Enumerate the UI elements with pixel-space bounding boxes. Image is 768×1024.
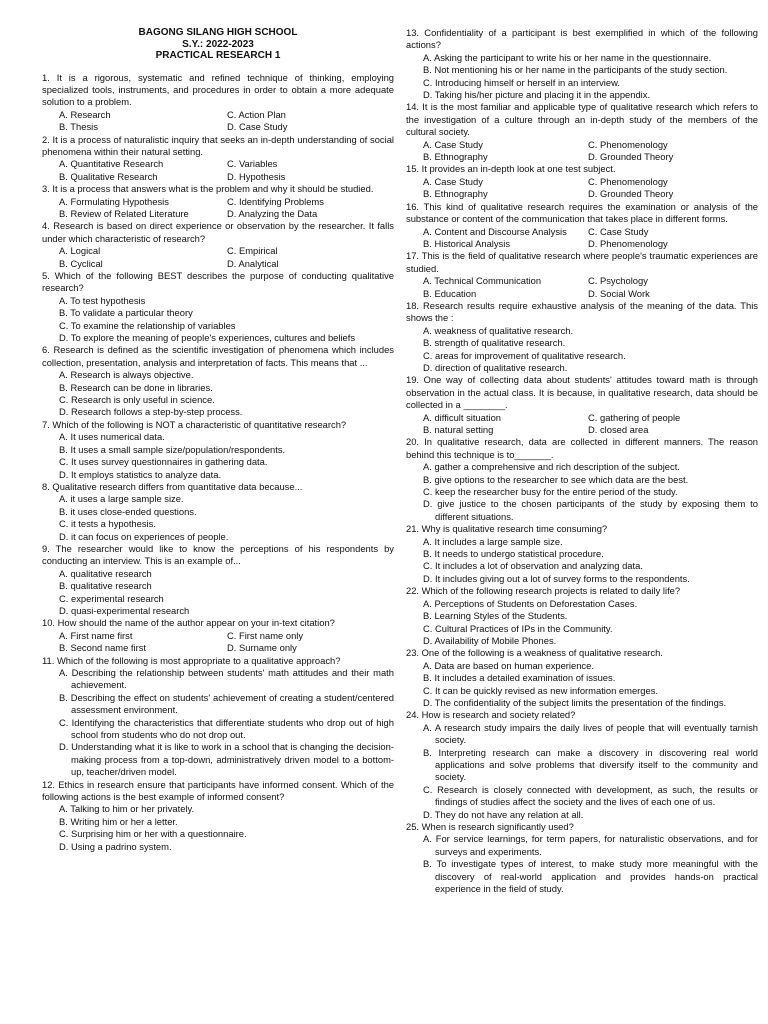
question-item [406,27,758,101]
choice-row [406,424,758,436]
question-item [42,134,394,184]
answer-choice: C. Identifying the characteristics that differentiate students who drop out of high school from students who do not drop out. [59,716,394,741]
answer-choice: A. Case Study [423,175,483,187]
answer-choice: A. Formulating Hypothesis [59,195,169,207]
question-text: 6. Research is defined as the scientific investigation of phenomena which includes collection, presentation, analysis and interpretation of facts. This means that ... [42,344,394,368]
question-text: 8. Qualitative research differs from quantitative data because... [42,480,303,492]
choice-row [406,238,758,250]
answer-choice: B. Writing him or her a letter. [59,815,178,827]
choice-row [42,630,394,642]
question-text: 19. One way of collecting data about students' attitudes toward math is through observation in the actual class. It is because, in qualitative research, data should be collected in a ________. [406,374,758,411]
question-text: 16. This kind of qualitative research requires the examination or analysis of the substance or content of the communication that takes place in different forms. [406,200,758,225]
answer-choice: C. To examine the relationship of variables [59,319,236,331]
question-item [406,709,758,821]
answer-choice: C. It uses survey questionnaires in gathering data. [59,456,268,468]
answer-choice: B. It uses a small sample size/population/respondents. [59,443,286,455]
answer-choice: A. It includes a large sample size. [423,535,563,547]
answer-choice: A. It uses numerical data. [59,431,165,443]
question-text: 1. It is a rigorous, systematic and refined technique of thinking, employing specialized tools, instruments, and procedures in order to obtain a more adequate solution to a problem. [42,71,394,108]
left-column [42,27,394,853]
answer-choice: A. weakness of qualitative research. [423,324,574,336]
answer-choice: D. Taking his/her picture and placing it in the appendix. [423,89,651,101]
question-item [42,270,394,344]
answer-choice: C. Surprising him or her with a questionnaire. [59,828,247,840]
question-item [42,655,394,779]
school-year: S.Y.: 2022-2023 [182,38,254,50]
answer-choice: D. Using a padrino system. [59,840,172,852]
answer-choice: D. it can focus on experiences of people. [59,530,229,542]
answer-choice: B. Review of Related Literature [59,207,189,219]
question-text: 12. Ethics in research ensure that participants have informed consent. Which of the following actions is the best example of informed consent? [42,778,394,803]
question-text: 20. In qualitative research, data are collected in different manners. The reason behind this technique is to_______. [406,436,758,460]
answer-choice: D. quasi-experimental research [59,604,190,616]
question-item [42,72,394,134]
question-item [406,523,758,585]
answer-choice: C. experimental research [59,592,164,604]
answer-choice: C. Psychology [588,275,648,287]
question-text: 25. When is research significantly used? [406,821,574,832]
answer-choice: B. Research can be done in libraries. [59,381,213,393]
answer-choice: B. Not mentioning his or her name in the participants of the study section. [423,64,728,76]
question-text: 11. Which of the following is most appropriate to a qualitative approach? [42,654,341,666]
choice-row [42,258,394,270]
choice-row [406,188,758,200]
question-text: 21. Why is qualitative research time consuming? [406,523,608,535]
question-text: 5. Which of the following BEST describes the purpose of conducting qualitative research? [42,270,394,294]
choice-row [406,151,758,163]
answer-choice: A. Research [59,108,111,120]
answer-choice: A. qualitative research [59,567,152,579]
choice-row [406,412,758,424]
answer-choice: D. closed area [588,424,649,435]
answer-choice: D. Social Work [588,287,650,299]
choice-row [42,121,394,133]
choice-row [42,208,394,220]
answer-choice: B. qualitative research [59,580,152,592]
answer-choice: D. They do not have any relation at all. [423,808,584,820]
answer-choice: C. it tests a hypothesis. [59,518,156,530]
question-item [406,821,758,895]
subject-title: PRACTICAL RESEARCH 1 [155,50,281,61]
choice-row [42,171,394,183]
answer-choice: B. To investigate types of interest, to make study more meaningful with the discovery of real-world application and provides hands-on practical experience in the field of study. [423,858,758,895]
answer-choice: D. Understanding what it is like to work in a school that is changing the decision-making process from a top-down, administratively driven model to a bottom-up, teacher/driven model. [59,741,394,778]
question-text: 18. Research results require exhaustive analysis of the meaning of the data. This shows the : [406,299,758,324]
answer-choice: C. Identifying Problems [227,195,324,207]
question-item [406,300,758,374]
answer-choice: A. For service learnings, for term papers, for naturalistic observations, and for surveys and experiments. [423,833,758,857]
answer-choice: B. It includes a detailed examination of issues. [423,672,616,684]
choice-row [42,158,394,170]
answer-choice: C. Phenomenology [588,175,668,187]
answer-choice: B. Second name first [59,642,147,654]
answer-choice: D. It includes giving out a lot of survey forms to the respondents. [423,572,690,584]
answer-choice: B. It needs to undergo statistical procedure. [423,548,604,560]
answer-choice: A. Logical [59,245,101,257]
answer-choice: A. Describing the relationship between students' math attitudes and their math achievement. [59,667,394,691]
answer-choice: C. gathering of people [588,411,681,423]
answer-choice: C. Action Plan [227,108,286,120]
choice-row [406,288,758,300]
question-text: 14. It is the most familiar and applicable type of qualitative research which refers to the investigation of a culture through an in-depth study of the members of the cultural society. [406,101,758,138]
answer-choice: A. Quantitative Research [59,158,164,170]
question-text: 17. This is the field of qualitative research where people's traumatic experiences are studied. [406,250,758,274]
answer-choice: D. It employs statistics to analyze data. [59,468,222,480]
question-text: 4. Research is based on direct experience or observation by the researcher. It falls under which characteristic of research? [42,220,394,244]
question-item [406,647,758,709]
answer-choice: D. To explore the meaning of people's experiences, cultures and beliefs [59,332,356,344]
question-text: 13. Confidentiality of a participant is best exemplified in which of the following actions? [406,27,758,51]
answer-choice: A. gather a comprehensive and rich description of the subject. [423,461,680,473]
answer-choice: B. Interpreting research can make a discovery in discovering real world applications and solve problems that diversify itself to the community and society. [423,746,758,783]
answer-choice: A. Perceptions of Students on Deforestation Cases. [423,597,638,609]
answer-choice: D. Case Study [227,121,288,133]
question-item [42,481,394,543]
answer-choice: C. Research is only useful in science. [59,394,215,406]
choice-row [42,109,394,121]
answer-choice: B. Historical Analysis [423,237,511,249]
choice-row [406,275,758,287]
question-item [42,419,394,481]
answer-choice: C. Introducing himself or herself in an interview. [423,76,620,88]
answer-choice: A. A research study impairs the daily lives of people that will eventually tarnish society. [423,721,758,746]
question-item [42,183,394,220]
choice-row [42,245,394,257]
right-column [406,27,758,895]
answer-choice: B. give options to the researcher to see which data are the best. [423,473,689,485]
question-text: 9. The researcher would like to know the perceptions of his respondents by conducting an interview. This is an example of... [42,542,394,567]
answer-choice: A. Case Study [423,138,483,150]
answer-choice: A. it uses a large sample size. [59,493,184,505]
answer-choice: B. Describing the effect on students' achievement of creating a student/centered assessment environment. [59,691,394,716]
question-text: 7. Which of the following is NOT a characteristic of quantitative research? [42,418,347,430]
question-item [406,201,758,251]
question-item [42,220,394,270]
question-item [406,374,758,436]
answer-choice: B. Learning Styles of the Students. [423,610,568,622]
left-questions [42,72,394,854]
question-item [406,163,758,200]
answer-choice: C. Cultural Practices of IPs in the Community. [423,622,613,634]
answer-choice: C. It can be quickly revised as new information emerges. [423,684,659,696]
answer-choice: C. keep the researcher busy for the entire period of the study. [423,486,678,498]
answer-choice: B. Education [423,287,477,299]
answer-choice: D. direction of qualitative research. [423,361,568,373]
exam-header [42,27,394,62]
answer-choice: D. Hypothesis [227,170,286,182]
question-item [42,779,394,853]
question-item [406,585,758,647]
answer-choice: D. Grounded Theory [588,188,674,200]
answer-choice: D. Surname only [227,642,297,654]
question-text: 3. It is a process that answers what is the problem and why it should be studied. [42,183,374,195]
choice-row [406,176,758,188]
choice-row [42,196,394,208]
answer-choice: A. First name first [59,629,133,641]
answer-choice: B. natural setting [423,424,494,435]
answer-choice: A. Talking to him or her privately. [59,803,195,815]
question-item [42,543,394,617]
answer-choice: A. Data are based on human experience. [423,659,594,671]
question-item [406,101,758,163]
question-text: 15. It provides an in-depth look at one test subject. [406,163,616,175]
answer-choice: B. Ethnography [423,188,488,200]
answer-choice: B. strength of qualitative research. [423,337,566,349]
answer-choice: A. Content and Discourse Analysis [423,225,567,237]
answer-choice: B. Ethnography [423,151,488,163]
answer-choice: A. To test hypothesis [59,294,146,306]
choice-row [42,642,394,654]
question-text: 24. How is research and society related? [406,709,576,721]
answer-choice: C. areas for improvement of qualitative research. [423,349,626,361]
answer-choice: B. it uses close-ended questions. [59,505,197,517]
answer-choice: B. Qualitative Research [59,170,158,182]
question-item [406,250,758,300]
question-text: 23. One of the following is a weakness of qualitative research. [406,647,663,659]
answer-choice: B. Thesis [59,121,98,133]
answer-choice: D. The confidentiality of the subject limits the presentation of the findings. [423,696,727,708]
answer-choice: D. Grounded Theory [588,151,674,163]
answer-choice: D. Analytical [227,257,279,269]
answer-choice: C. Empirical [227,245,278,257]
answer-choice: D. Research follows a step-by-step process. [59,406,243,418]
answer-choice: C. It includes a lot of observation and analyzing data. [423,560,643,572]
answer-choice: D. Analyzing the Data [227,207,318,219]
answer-choice: B. To validate a particular theory [59,307,193,319]
answer-choice: C. First name only [227,629,304,641]
answer-choice: D. Availability of Mobile Phones. [423,634,557,646]
choice-row [406,226,758,238]
answer-choice: C. Variables [227,158,278,170]
answer-choice: D. Phenomenology [588,237,668,249]
answer-choice: C. Phenomenology [588,138,668,150]
question-text: 10. How should the name of the author appear on your in-text citation? [42,617,335,629]
answer-choice: B. Cyclical [59,257,103,269]
school-name: BAGONG SILANG HIGH SCHOOL [138,27,298,38]
answer-choice: D. give justice to the chosen participants of the study by exposing them to different situations. [423,498,758,522]
answer-choice: A. Asking the participant to write his or her name in the questionnaire. [423,51,712,63]
question-text: 2. It is a process of naturalistic inquiry that seeks an in-depth understanding of social phenomena within their natural setting. [42,133,394,157]
right-questions [406,27,758,895]
choice-row [406,139,758,151]
answer-choice: A. difficult situation [423,411,501,423]
question-item [42,344,394,418]
question-item [42,617,394,654]
question-text: 22. Which of the following research projects is related to daily life? [406,585,681,597]
question-item [406,436,758,523]
answer-choice: A. Technical Communication [423,275,542,287]
answer-choice: C. Case Study [588,225,649,237]
answer-choice: C. Research is closely connected with development, as such, the results or findings of studies affect the society and the lives of each one of us. [423,783,758,808]
answer-choice: A. Research is always objective. [59,369,194,381]
